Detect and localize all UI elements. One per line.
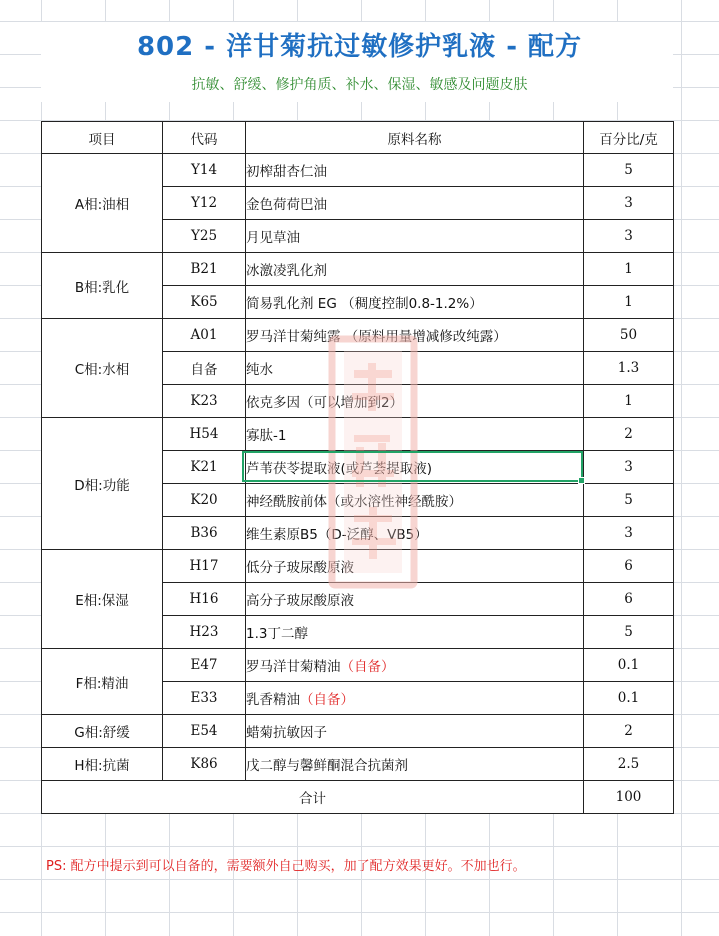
phase-cell[interactable]: F相:精油 [42,649,163,715]
code-cell[interactable]: Y25 [163,220,246,253]
percent-cell[interactable]: 1 [584,385,674,418]
percent-cell[interactable]: 1 [584,286,674,319]
table-row [42,418,674,451]
code-cell[interactable]: B36 [163,517,246,550]
phase-cell[interactable]: C相:水相 [42,319,163,418]
code-cell[interactable]: A01 [163,319,246,352]
phase-cell[interactable]: B相:乳化 [42,253,163,319]
ingredient-cell[interactable]: 寡肽-1 [246,418,584,451]
code-cell[interactable]: E54 [163,715,246,748]
ingredient-name: 罗马洋甘菊精油 [246,659,341,675]
ingredient-cell[interactable]: 冰激凌乳化剂 [246,253,584,286]
code-cell[interactable]: K86 [163,748,246,781]
code-cell[interactable]: B21 [163,253,246,286]
code-cell[interactable]: E47 [163,649,246,682]
percent-cell[interactable]: 5 [584,154,674,187]
code-cell[interactable]: H54 [163,418,246,451]
header-cell-name[interactable]: 原料名称 [246,122,584,154]
ingredient-cell[interactable]: 维生素原B5（D-泛醇、VB5） [246,517,584,550]
ingredient-cell[interactable]: 依克多因（可以增加到2） [246,385,584,418]
ingredient-cell[interactable]: 罗马洋甘菊纯露 （原料用量增减修改纯露） [246,319,584,352]
percent-cell[interactable]: 3 [584,187,674,220]
table-row [42,715,674,748]
percent-cell[interactable]: 1 [584,253,674,286]
phase-cell[interactable]: A相:油相 [42,154,163,253]
percent-cell[interactable]: 0.1 [584,649,674,682]
code-cell[interactable]: K23 [163,385,246,418]
ingredient-cell[interactable]: 戊二醇与馨鲜酮混合抗菌剂 [246,748,584,781]
table-row [42,649,674,682]
code-cell[interactable]: H16 [163,583,246,616]
recipe-table [41,121,674,814]
ingredient-cell[interactable]: 神经酰胺前体（或水溶性神经酰胺） [246,484,584,517]
code-cell[interactable]: K65 [163,286,246,319]
page-title: 802 - 洋甘菊抗过敏修护乳液 - 配方 [136,32,583,62]
self-supply-note: （自备） [300,692,354,708]
ingredient-cell[interactable]: 低分子玻尿酸原液 [246,550,584,583]
phase-cell[interactable]: G相:舒缓 [42,715,163,748]
ingredient-cell[interactable]: 月见草油 [246,220,584,253]
code-cell[interactable]: E33 [163,682,246,715]
footnote: PS: 配方中提示到可以自备的，需要额外自己购买，加了配方效果更好。不加也行。 [46,859,526,874]
ingredient-cell[interactable]: 金色荷荷巴油 [246,187,584,220]
percent-cell[interactable]: 3 [584,451,674,484]
ingredient-cell[interactable]: 蜡菊抗敏因子 [246,715,584,748]
percent-cell[interactable]: 3 [584,517,674,550]
code-cell[interactable]: K21 [163,451,246,484]
table-row [42,154,674,187]
self-supply-note: （自备） [340,659,395,675]
ingredient-cell[interactable]: 初榨甜杏仁油 [246,154,584,187]
table-row [42,748,674,781]
code-cell[interactable]: H23 [163,616,246,649]
header-row [42,122,674,154]
percent-cell[interactable]: 2 [584,715,674,748]
ingredient-cell-selected[interactable]: 芦苇茯苓提取液(或芦荟提取液) [246,451,584,484]
page-subtitle: 抗敏、舒缓、修护角质、补水、保湿、敏感及问题皮肤 [191,77,528,93]
total-row [42,781,674,814]
total-label[interactable]: 合计 [42,781,584,814]
table-row [42,253,674,286]
code-cell[interactable]: 自备 [163,352,246,385]
ingredient-cell[interactable]: 纯水 [246,352,584,385]
code-cell[interactable]: K20 [163,484,246,517]
ingredient-cell[interactable]: 高分子玻尿酸原液 [246,583,584,616]
percent-cell[interactable]: 3 [584,220,674,253]
percent-cell[interactable]: 2.5 [584,748,674,781]
phase-cell[interactable]: E相:保湿 [42,550,163,649]
table-row [42,319,674,352]
phase-cell[interactable]: H相:抗菌 [42,748,163,781]
header-cell-code[interactable]: 代码 [163,122,246,154]
ingredient-name: 乳香精油 [246,692,300,708]
phase-cell[interactable]: D相:功能 [42,418,163,550]
percent-cell[interactable]: 2 [584,418,674,451]
ingredient-cell[interactable]: 简易乳化剂 EG （稠度控制0.8-1.2%） [246,286,584,319]
ingredient-cell[interactable] [246,682,584,715]
percent-cell[interactable]: 50 [584,319,674,352]
header-cell-percent[interactable]: 百分比/克 [584,122,674,154]
code-cell[interactable]: H17 [163,550,246,583]
percent-cell[interactable]: 5 [584,484,674,517]
ingredient-cell[interactable] [246,649,584,682]
percent-cell[interactable]: 6 [584,583,674,616]
percent-cell[interactable]: 6 [584,550,674,583]
total-value[interactable]: 100 [584,781,674,814]
code-cell[interactable]: Y14 [163,154,246,187]
ingredient-cell[interactable]: 1.3丁二醇 [246,616,584,649]
percent-cell[interactable]: 0.1 [584,682,674,715]
percent-cell[interactable]: 1.3 [584,352,674,385]
percent-cell[interactable]: 5 [584,616,674,649]
header-cell-phase[interactable]: 项目 [42,122,163,154]
code-cell[interactable]: Y12 [163,187,246,220]
table-row [42,550,674,583]
